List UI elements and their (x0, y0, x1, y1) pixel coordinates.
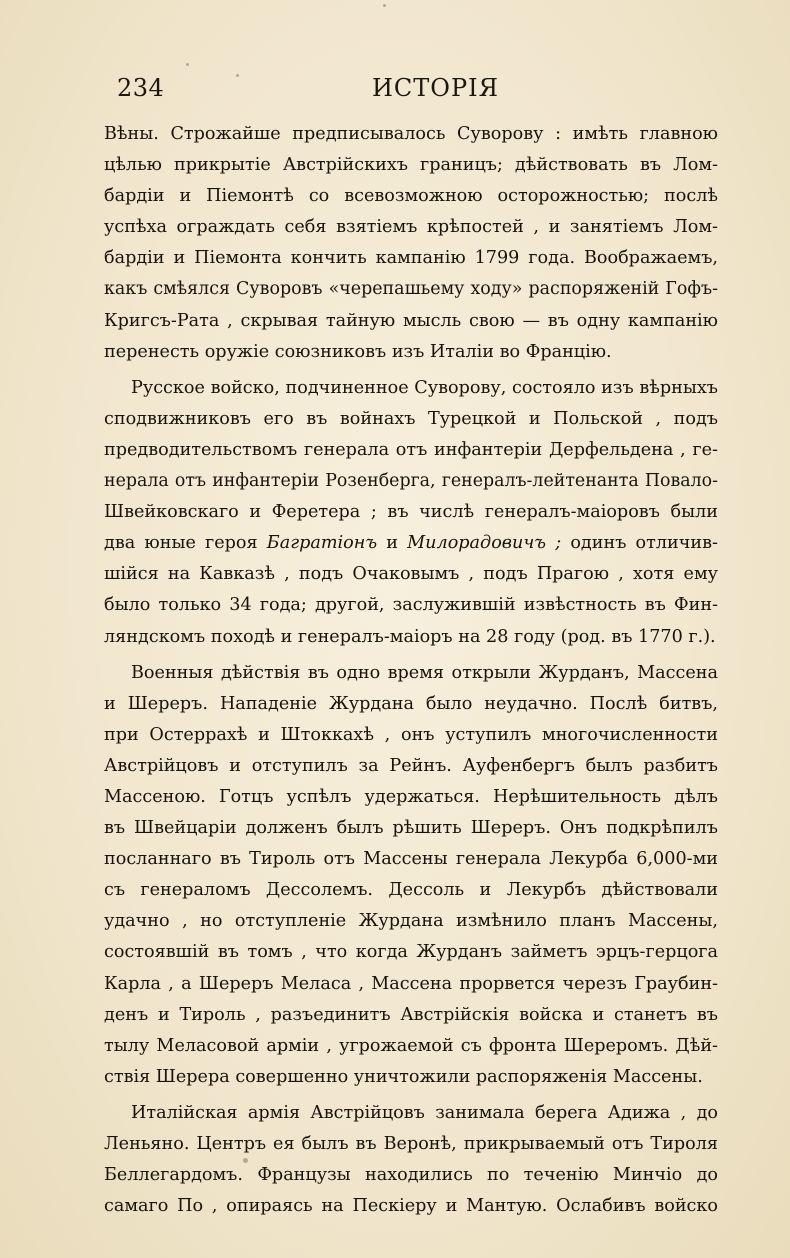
text-segment: два юные героя (104, 533, 267, 554)
text-line: Массеною. Готцъ успѣлъ удержаться. Нерѣшительность дѣлъ (104, 786, 718, 807)
text-line: ствія Шерера совершенно уничтожили распоряженія Массены. (104, 1066, 703, 1087)
text-line: съ генераломъ Дессолемъ. Дессоль и Лекурбъ дѣйствовали (104, 880, 718, 901)
text-line: Кригсъ-Рата , скрывая тайную мысль свою — въ одну кампанію (104, 310, 718, 331)
text-line: бардіи и Піемонтѣ со всевозможною осторожностью; послѣ (104, 186, 718, 207)
text-line: самаго По , опираясь на Пескіеру и Мантую. Ослабивъ войско (104, 1196, 718, 1217)
text-line: перенесть оружіе союзниковъ изъ Италіи во Францію. (104, 341, 612, 362)
text-line: денъ и Тироль , разъединитъ Австрійскія войска и станетъ въ (104, 1004, 718, 1025)
text-line: шійся на Кавказѣ , подъ Очаковымъ , подъ Прагою , хотя ему (104, 564, 718, 585)
text-line: тылу Меласовой арміи , угрожаемой съ фронта Шереромъ. Дѣй- (104, 1035, 718, 1056)
text-line: состоявшій въ томъ , что когда Журданъ займетъ эрцъ-герцога (104, 942, 718, 963)
text-segment: одинъ отличив- (561, 533, 718, 554)
text-line: цѣлью прикрытіе Австрійскихъ границъ; дѣйствовать въ Лом- (104, 155, 718, 176)
paragraph-1 (104, 119, 718, 368)
text-line: Италійская армія Австрійцовъ занимала берега Адижа , до (131, 1102, 718, 1123)
paragraph-4 (104, 1098, 718, 1222)
text-line: Австрійцовъ и отступилъ за Рейнъ. Ауфенбергъ былъ разбитъ (104, 755, 718, 776)
text-line: успѣха ограждать себя взятіемъ крѣпостей , и занятіемъ Лом- (104, 217, 718, 238)
text-line: Русское войско, подчиненное Суворову, состояло изъ вѣрныхъ (131, 377, 718, 398)
text-line: въ Швейцаріи долженъ былъ рѣшить Шереръ. Онъ подкрѣпилъ (104, 818, 718, 839)
text-line: Вѣны. Строжайше предписывалось Суворову : имѣть главною (104, 124, 718, 144)
paper-speck (186, 63, 189, 66)
paragraph-3 (104, 658, 718, 1093)
text-line: бардіи и Піемонта кончить кампанію 1799 года. Воображаемъ, (104, 248, 718, 269)
text-line-with-names (104, 528, 718, 559)
text-line: нерала отъ инфантеріи Розенберга, генералъ-лейтенанта Повало- (104, 471, 718, 492)
text-line: посланнаго въ Тироль отъ Массены генерала Лекурба 6,000-ми (104, 849, 718, 870)
text-line: какъ смѣялся Суворовъ «черепашьему ходу» распоряженій Гофъ- (104, 279, 718, 300)
text-line: Карла , а Шереръ Меласа , Массена прорвется черезъ Граубин- (104, 973, 718, 994)
text-line: Военныя дѣйствія въ одно время открыли Журданъ, Массена (131, 662, 718, 683)
body-text (104, 119, 718, 1222)
paper-speck (383, 4, 386, 7)
page-number: 234 (117, 74, 165, 102)
text-line: Беллегардомъ. Французы находились по теченію Минчіо до (104, 1165, 718, 1186)
text-line: Леньяно. Центръ ея былъ въ Веронѣ, прикрываемый отъ Тироля (104, 1134, 718, 1154)
text-line: ляндскомъ походѣ и генералъ-маіоръ на 28 году (род. въ 1770 г.). (104, 626, 716, 647)
text-line: предводительствомъ генерала отъ инфантеріи Дерфельдена , ге- (104, 439, 718, 460)
page-header (117, 72, 717, 106)
text-line: сподвижниковъ его въ войнахъ Турецкой и Польской , подъ (104, 408, 718, 429)
paragraph-2 (104, 373, 718, 653)
text-segment: и (377, 533, 408, 554)
italic-name: Милорадовичъ ; (407, 533, 562, 554)
text-line: Швейковскаго и Феретера ; въ числѣ генералъ-маіоровъ были (104, 502, 718, 523)
text-line: и Шереръ. Нападеніе Журдана было неудачно. Послѣ битвъ, (104, 693, 718, 714)
running-title: ИСТОРІЯ (372, 74, 499, 102)
text-line: было только 34 года; другой, заслужившій извѣстность въ Фин- (104, 595, 718, 616)
text-line: удачно , но отступленіе Журдана измѣнило планъ Массены, (104, 911, 718, 932)
text-line: при Остеррахѣ и Штоккахѣ , онъ уступилъ многочисленности (104, 724, 718, 745)
italic-name: Багратіонъ (266, 533, 378, 554)
